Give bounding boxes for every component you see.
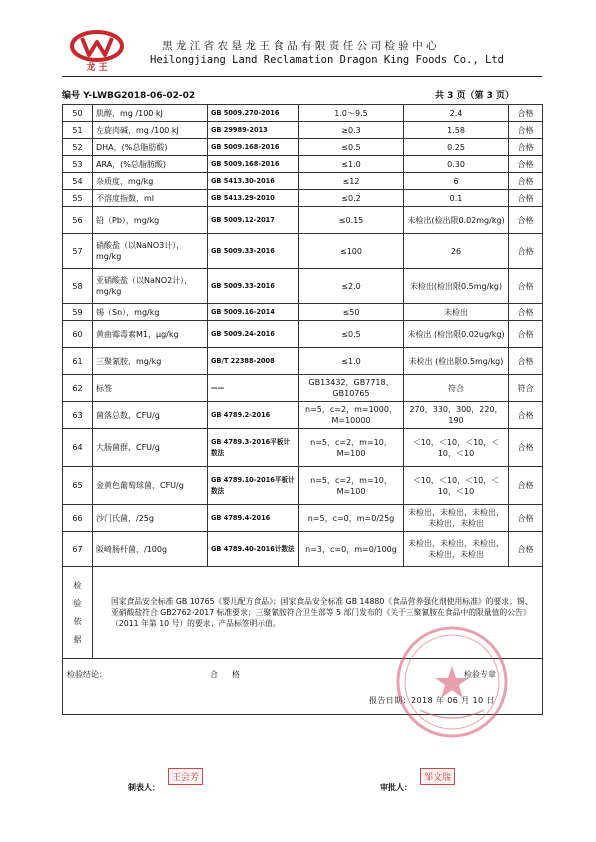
standard-requirement: ≥0.3 xyxy=(299,122,404,139)
document-number: 编号 Y-LWBG2018-06-02-02 xyxy=(62,91,196,101)
test-item: ARA，(%总脂肪酸) xyxy=(93,156,208,173)
table-row xyxy=(63,467,543,505)
row-number: 52 xyxy=(63,139,93,156)
inspection-seal-icon xyxy=(392,622,512,742)
table-row xyxy=(63,505,543,532)
test-standard: GB 5009.33-2016 xyxy=(208,234,299,269)
item-conclusion: 合格 xyxy=(509,173,543,190)
report-date: 报告日期：2018 年 06 月 10 日 xyxy=(369,696,495,705)
row-number: 54 xyxy=(63,173,93,190)
standard-requirement: ≤50 xyxy=(299,304,404,321)
test-result: 未检出 xyxy=(404,304,509,321)
table-row xyxy=(63,402,543,429)
test-item: 大肠菌群，CFU/g xyxy=(93,429,208,467)
item-conclusion: 合格 xyxy=(509,207,543,234)
row-number: 58 xyxy=(63,269,93,304)
preparer-signature: 王会芳 xyxy=(168,768,203,785)
standard-requirement: n=5，c=2，m=10，M=100 xyxy=(299,467,404,505)
test-standard: GB 5009.270-2016 xyxy=(208,105,299,122)
item-conclusion: 合格 xyxy=(509,532,543,567)
standard-requirement: ≤0.15 xyxy=(299,207,404,234)
item-conclusion: 合格 xyxy=(509,467,543,505)
item-conclusion: 合格 xyxy=(509,429,543,467)
row-number: 62 xyxy=(63,375,93,402)
standard-requirement: n=5，c=2，m=10，M=100 xyxy=(299,429,404,467)
standard-requirement: ≤1.0 xyxy=(299,348,404,375)
row-number: 65 xyxy=(63,467,93,505)
table-row xyxy=(63,173,543,190)
company-name-en: Heilongjiang Land Reclamation Dragon King Foods Co., Ltd xyxy=(150,54,505,66)
test-standard: GB 5009.168-2016 xyxy=(208,156,299,173)
row-number: 61 xyxy=(63,348,93,375)
test-result: 26 xyxy=(404,234,509,269)
row-number: 57 xyxy=(63,234,93,269)
standard-requirement: n=3，c=0，m=0/100g xyxy=(299,532,404,567)
conclusion-label: 检验结论： xyxy=(67,670,107,679)
item-conclusion: 符合 xyxy=(509,375,543,402)
test-result: 符合 xyxy=(404,375,509,402)
test-result: ＜10，＜10，＜10，＜10，＜10 xyxy=(404,467,509,505)
test-item: 三聚氰胺，mg/kg xyxy=(93,348,208,375)
test-result: 0.30 xyxy=(404,156,509,173)
test-item: 杂质度，mg/kg xyxy=(93,173,208,190)
test-result: 未检出 (检出限0.5mg/kg) xyxy=(404,348,509,375)
conclusion-value: 合格 xyxy=(210,670,254,679)
row-number: 53 xyxy=(63,156,93,173)
test-standard: GB 5009.16-2014 xyxy=(208,304,299,321)
logo-text: 龙 王 xyxy=(86,63,108,72)
standard-requirement: ≤12 xyxy=(299,173,404,190)
row-number: 64 xyxy=(63,429,93,467)
table-row xyxy=(63,207,543,234)
test-result: 未检出，未检出，未检出，未检出，未检出 xyxy=(404,532,509,567)
row-number: 56 xyxy=(63,207,93,234)
test-standard: GB 4789.10-2016平板计数法 xyxy=(208,467,299,505)
standard-requirement: ≤0.5 xyxy=(299,139,404,156)
test-standard: GB 5009.12-2017 xyxy=(208,207,299,234)
item-conclusion: 合格 xyxy=(509,105,543,122)
table-row xyxy=(63,375,543,402)
test-item: DHA，(%总脂肪酸) xyxy=(93,139,208,156)
test-item: 金黄色葡萄球菌，CFU/g xyxy=(93,467,208,505)
row-number: 66 xyxy=(63,505,93,532)
test-result: ＜10，＜10，＜10，＜10，＜10 xyxy=(404,429,509,467)
test-item: 硝酸盐（以NaNO3计），mg/kg xyxy=(93,234,208,269)
standard-requirement: ≤1.0 xyxy=(299,156,404,173)
item-conclusion: 合格 xyxy=(509,139,543,156)
inspection-stamp-label: 检验专章 xyxy=(464,670,496,679)
test-result: 1.58 xyxy=(404,122,509,139)
item-conclusion: 合格 xyxy=(509,321,543,348)
table-row xyxy=(63,348,543,375)
standard-requirement: GB13432，GB7718、GB10765 xyxy=(299,375,404,402)
item-conclusion: 合格 xyxy=(509,402,543,429)
table-row xyxy=(63,122,543,139)
test-item: 黄曲霉毒素M1，μg/kg xyxy=(93,321,208,348)
item-conclusion: 合格 xyxy=(509,156,543,173)
test-item: 不溶度指数，ml xyxy=(93,190,208,207)
test-result: 未检出 (检出限0.02ug/kg) xyxy=(404,321,509,348)
item-conclusion: 合格 xyxy=(509,190,543,207)
approver-label: 审批人： xyxy=(380,783,412,792)
test-standard: —— xyxy=(208,375,299,402)
item-conclusion: 合格 xyxy=(509,234,543,269)
row-number: 60 xyxy=(63,321,93,348)
approver-signature: 邹文瑞 xyxy=(420,768,455,785)
table-row xyxy=(63,321,543,348)
table-row xyxy=(63,429,543,467)
test-item: 亚硝酸盐（以NaNO2计），mg/kg xyxy=(93,269,208,304)
document-header xyxy=(62,28,542,78)
basis-text: 国家食品安全标准 GB 10765《婴儿配方食品》；国家食品安全标准 GB 14880《食品营养强化剂使用标准》的要求；锡、亚硝酸盐符合 GB2762-2017 标准要求；三聚氰胺符合卫生部等 5 部门发布的《关于三聚氰胺在食品中的限量值的公告》（2011 年第 10 号）的要求；产品标签明示值。 xyxy=(93,567,543,659)
row-number: 55 xyxy=(63,190,93,207)
test-result: 6 xyxy=(404,173,509,190)
standard-requirement: ≤0.2 xyxy=(299,190,404,207)
test-standard: GB 4789.40-2016计数法 xyxy=(208,532,299,567)
test-result: 未检出(检出限0.5mg/kg) xyxy=(404,269,509,304)
standard-requirement: ≤2.0 xyxy=(299,269,404,304)
test-item: 左旋肉碱，mg /100 kJ xyxy=(93,122,208,139)
test-item: 菌落总数，CFU/g xyxy=(93,402,208,429)
test-standard: GB 5413.30-2016 xyxy=(208,173,299,190)
test-standard: GB 29989-2013 xyxy=(208,122,299,139)
row-number: 67 xyxy=(63,532,93,567)
basis-label-text: 检验依据 xyxy=(73,580,82,644)
item-conclusion: 合格 xyxy=(509,304,543,321)
row-number: 50 xyxy=(63,105,93,122)
row-number: 51 xyxy=(63,122,93,139)
test-item: 肌醇，mg /100 kJ xyxy=(93,105,208,122)
company-logo xyxy=(62,28,132,72)
basis-label xyxy=(63,567,93,659)
table-row xyxy=(63,234,543,269)
standard-requirement: 1.0～9.5 xyxy=(299,105,404,122)
item-conclusion: 合格 xyxy=(509,348,543,375)
table-row xyxy=(63,269,543,304)
table-row xyxy=(63,139,543,156)
test-standard: GB 5009.33-2016 xyxy=(208,269,299,304)
test-result: 未检出(检出限0.02mg/kg) xyxy=(404,207,509,234)
table-row xyxy=(63,156,543,173)
test-standard: GB 4789.2-2016 xyxy=(208,402,299,429)
row-number: 59 xyxy=(63,304,93,321)
test-result: 0.1 xyxy=(404,190,509,207)
table-row xyxy=(63,190,543,207)
test-standard: GB 5413.29-2010 xyxy=(208,190,299,207)
test-item: 阪崎肠杆菌，/100g xyxy=(93,532,208,567)
row-number: 63 xyxy=(63,402,93,429)
test-result: 270，330，300，220，190 xyxy=(404,402,509,429)
table-row xyxy=(63,105,543,122)
item-conclusion: 合格 xyxy=(509,505,543,532)
test-item: 沙门氏菌，/25g xyxy=(93,505,208,532)
test-standard: GB 5009.168-2016 xyxy=(208,139,299,156)
test-standard: GB 5009.24-2016 xyxy=(208,321,299,348)
test-item: 标签 xyxy=(93,375,208,402)
preparer-label: 制表人： xyxy=(128,783,160,792)
table-row xyxy=(63,532,543,567)
standard-requirement: n=5，c=2，m=1000，M=10000 xyxy=(299,402,404,429)
test-result: 未检出，未检出，未检出，未检出，未检出 xyxy=(404,505,509,532)
standard-requirement: n=5，c=0，m=0/25g xyxy=(299,505,404,532)
standard-requirement: ≤0.5 xyxy=(299,321,404,348)
test-result: 0.25 xyxy=(404,139,509,156)
test-standard: GB/T 22388-2008 xyxy=(208,348,299,375)
test-item: 铅（Pb），mg/kg xyxy=(93,207,208,234)
test-results-body xyxy=(63,105,543,567)
header-divider xyxy=(62,76,542,77)
test-standard: GB 4789.3-2016平板计数法 xyxy=(208,429,299,467)
test-item: 锡（Sn），mg/kg xyxy=(93,304,208,321)
standard-requirement: ≤100 xyxy=(299,234,404,269)
item-conclusion: 合格 xyxy=(509,122,543,139)
test-result: 2.4 xyxy=(404,105,509,122)
test-standard: GB 4789.4-2016 xyxy=(208,505,299,532)
company-name-cn: 黑龙江省农垦龙王食品有限责任公司检验中心 xyxy=(162,40,440,52)
item-conclusion: 合格 xyxy=(509,269,543,304)
table-row xyxy=(63,304,543,321)
page-info: 共 3 页（第 3 页） xyxy=(435,91,515,101)
